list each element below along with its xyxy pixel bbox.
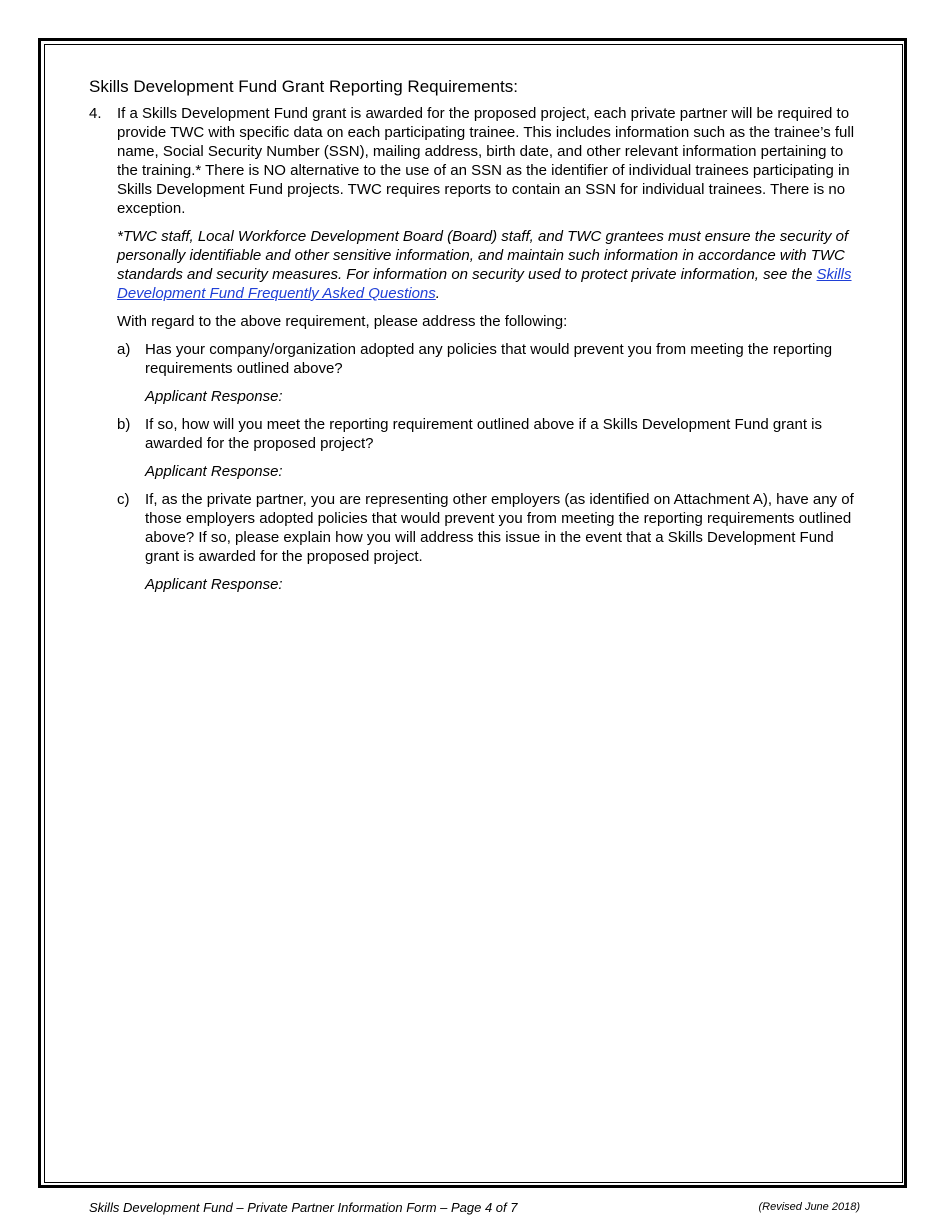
applicant-response-b[interactable]: Applicant Response: <box>145 463 283 480</box>
question-letter: c) <box>117 491 130 508</box>
form-content <box>89 76 864 594</box>
applicant-response-c[interactable]: Applicant Response: <box>145 576 283 593</box>
note-text: *TWC staff, Local Workforce Development Board (Board) staff, and TWC grantees must ensure the security of personally identifiable and other sensitive information, and maintain such information in accordance with TWC standards and security measures. For information on security used to protect private information, see the <box>117 228 849 283</box>
question-text: Has your company/organization adopted any policies that would prevent you from meeting the reporting requirements outlined above? <box>145 341 833 377</box>
question-a <box>117 340 864 378</box>
section-heading: Skills Development Fund Grant Reporting Requirements: <box>89 77 518 96</box>
question-b <box>117 415 864 453</box>
question-c <box>117 490 864 566</box>
faq-link[interactable]: Skills Development Fund Frequently Asked Questions <box>117 266 852 302</box>
security-note <box>117 227 864 303</box>
footer-revision: (Revised June 2018) <box>758 1201 860 1213</box>
item-text: If a Skills Development Fund grant is awarded for the proposed project, each private partner will be required to provide TWC with specific data on each participating trainee. This includes information such as the trainee’s full name, Social Security Number (SSN), mailing address, birth date, and other relevant information pertaining to the training.* There is NO alternative to the use of an SSN as the identifier of individual trainees participating in Skills Development Fund projects. TWC requires reports to contain an SSN for individual trainees. There is no exception. <box>117 105 855 217</box>
lead-text: With regard to the above requirement, please address the following: <box>117 313 568 330</box>
question-letter: a) <box>117 341 131 358</box>
question-letter: b) <box>117 416 131 433</box>
question-text: If, as the private partner, you are representing other employers (as identified on Attachment A), have any of those employers adopted policies that would prevent you from meeting the reporting requirements outlined above? If so, please explain how you will address this issue in the event that a Skills Development Fund grant is awarded for the proposed project. <box>145 491 854 565</box>
requirement-item <box>89 104 864 218</box>
applicant-response-a[interactable]: Applicant Response: <box>145 388 283 405</box>
footer-title: Skills Development Fund – Private Partner Information Form – Page 4 of 7 <box>89 1200 518 1215</box>
item-number: 4. <box>89 105 102 122</box>
note-after: . <box>435 285 440 302</box>
question-text: If so, how will you meet the reporting requirement outlined above if a Skills Development Fund grant is awarded for the proposed project? <box>145 416 823 452</box>
